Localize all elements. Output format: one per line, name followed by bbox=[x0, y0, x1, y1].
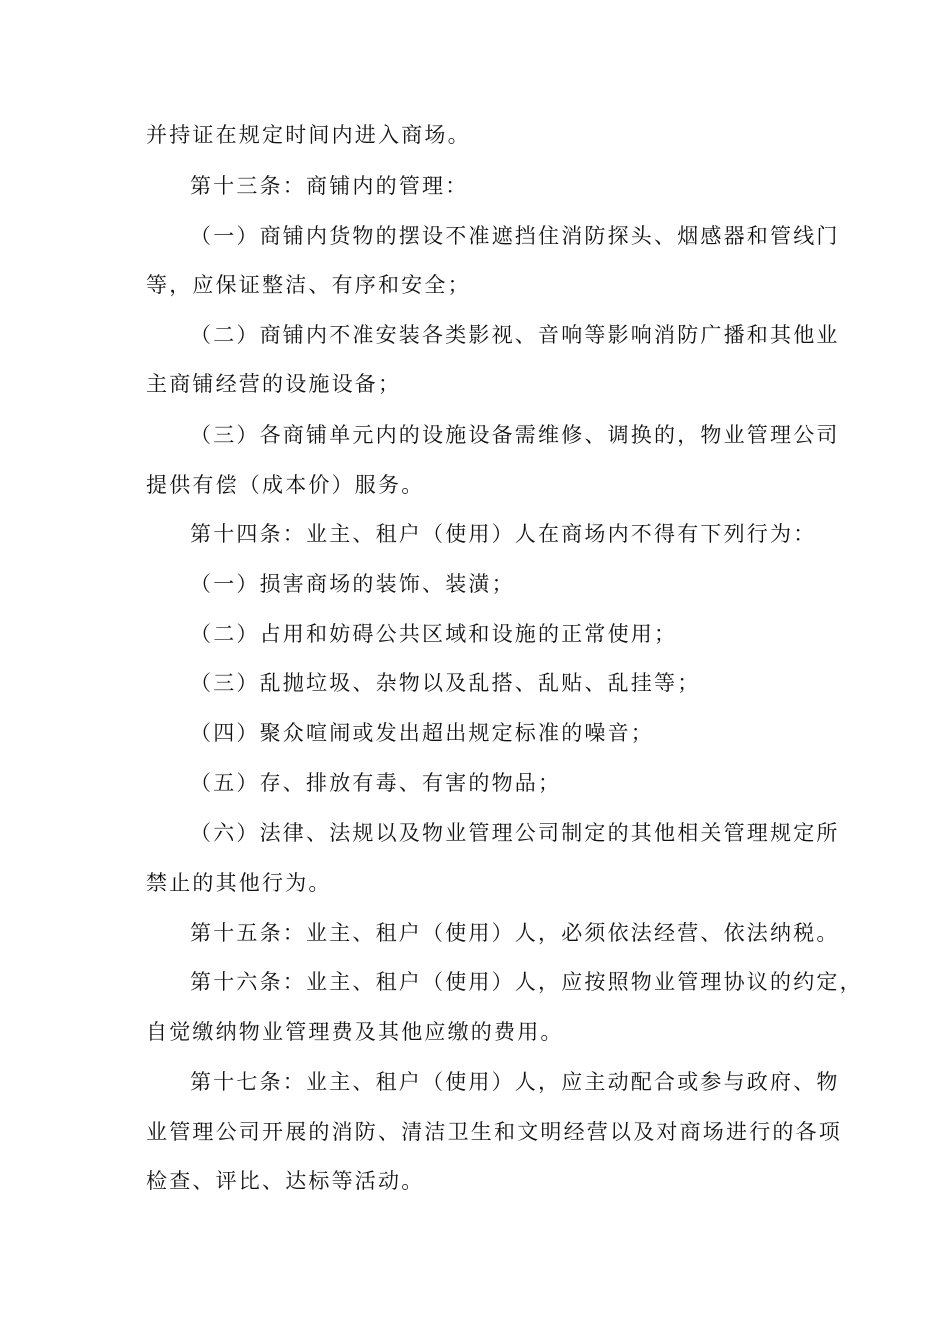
text-line: 等，应保证整洁、有序和安全； bbox=[146, 273, 471, 297]
text-line: （二）商铺内不准安装各类影视、音响等影响消防广播和其他业 bbox=[190, 323, 840, 347]
text-line: 主商铺经营的设施设备； bbox=[146, 372, 402, 396]
article-13-heading: 第十三条：商铺内的管理： bbox=[190, 174, 469, 198]
text-line: 自觉缴纳物业管理费及其他应缴的费用。 bbox=[146, 1020, 564, 1044]
text-line: （六）法律、法规以及物业管理公司制定的其他相关管理规定所 bbox=[190, 821, 840, 845]
text-line: 业管理公司开展的消防、清洁卫生和文明经营以及对商场进行的各项 bbox=[146, 1120, 842, 1144]
text-line: （一）损害商场的装饰、装潢； bbox=[190, 572, 515, 596]
article-15-heading: 第十五条：业主、租户（使用）人，必须依法经营、依法纳税。 bbox=[190, 921, 840, 945]
article-16-heading: 第十六条：业主、租户（使用）人，应按照物业管理协议的约定， bbox=[190, 970, 863, 994]
text-line: （四）聚众喧闹或发出超出规定标准的噪音； bbox=[190, 721, 654, 745]
text-line: （三）各商铺单元内的设施设备需维修、调换的，物业管理公司 bbox=[190, 423, 840, 447]
text-line: 检查、评比、达标等活动。 bbox=[146, 1169, 425, 1193]
article-14-heading: 第十四条：业主、租户（使用）人在商场内不得有下列行为： bbox=[190, 522, 817, 546]
text-line: （二）占用和妨碍公共区域和设施的正常使用； bbox=[190, 622, 678, 646]
text-line: 提供有偿（成本价）服务。 bbox=[146, 473, 425, 497]
text-line: （三）乱抛垃圾、杂物以及乱搭、乱贴、乱挂等； bbox=[190, 671, 701, 695]
text-line: 并持证在规定时间内进入商场。 bbox=[146, 123, 471, 147]
text-line: （一）商铺内货物的摆设不准遮挡住消防探头、烟感器和管线门 bbox=[190, 224, 840, 248]
article-17-heading: 第十七条：业主、租户（使用）人，应主动配合或参与政府、物 bbox=[190, 1070, 840, 1094]
text-line: 禁止的其他行为。 bbox=[146, 871, 332, 895]
text-line: （五）存、排放有毒、有害的物品； bbox=[190, 771, 562, 795]
